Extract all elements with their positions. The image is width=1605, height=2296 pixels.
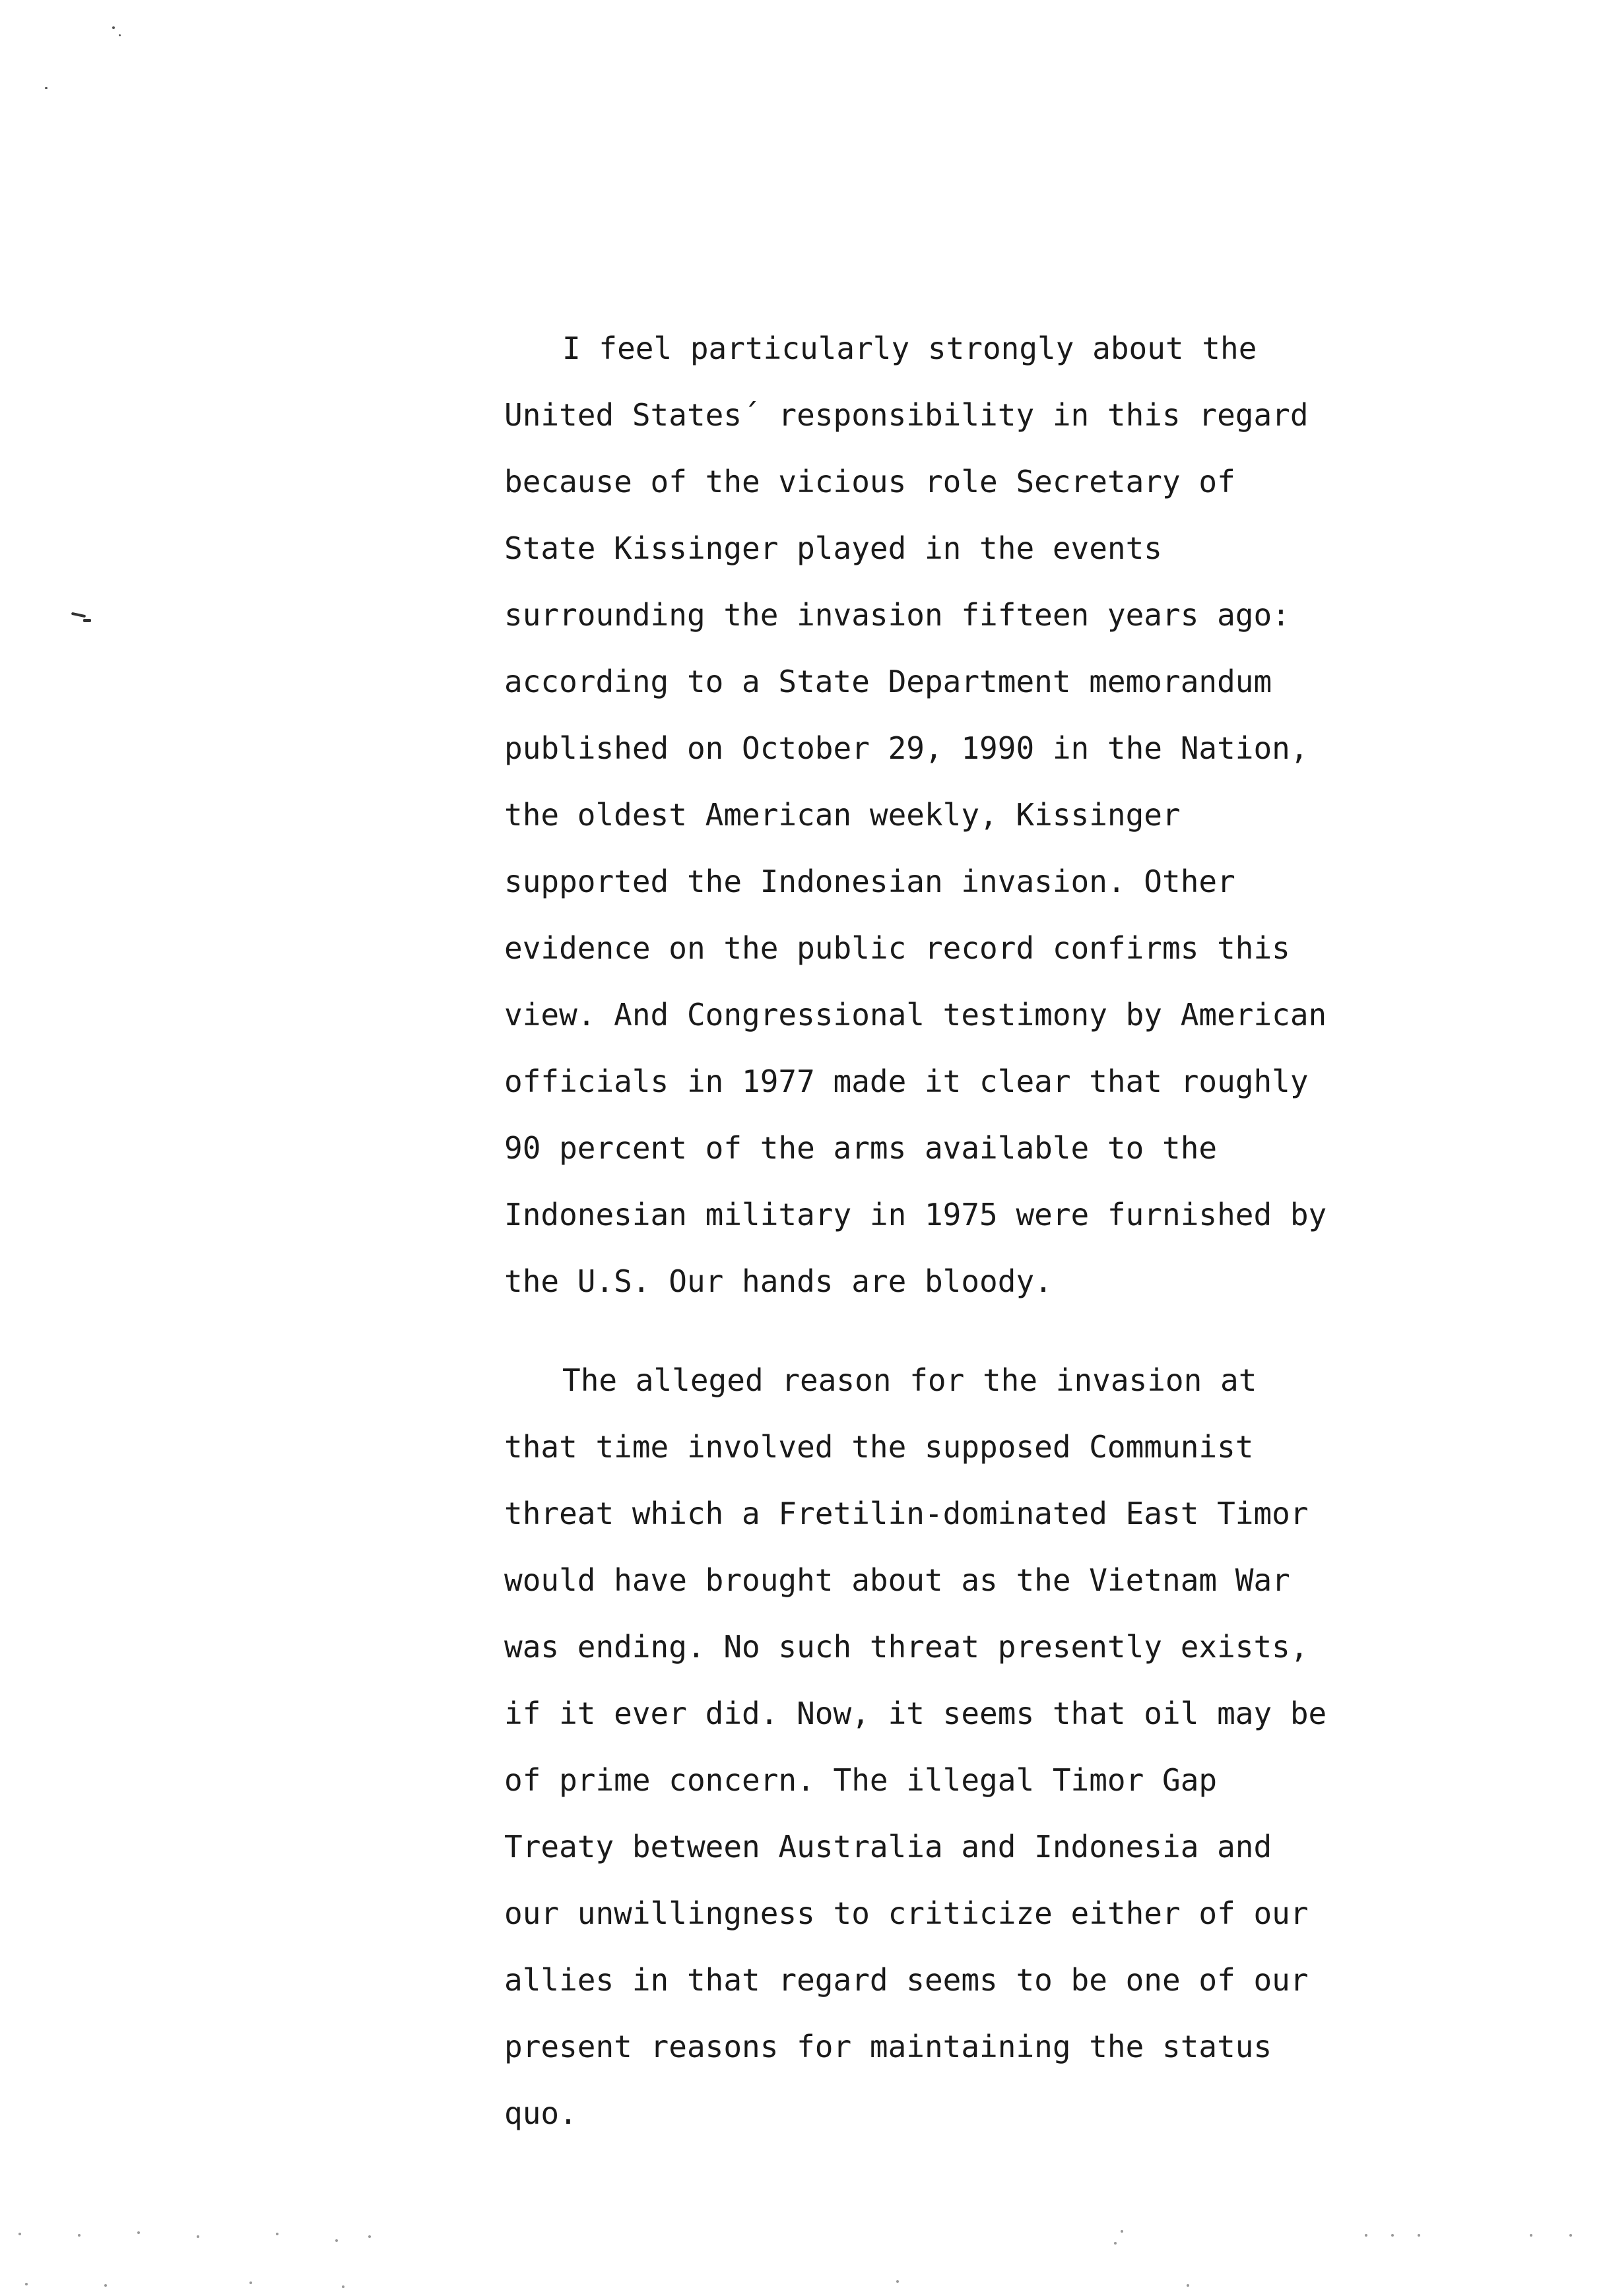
text-line: threat which a Fretilin-dominated East Timor [504,1496,1309,1531]
document-body [504,315,1428,2147]
text-line: present reasons for maintaining the status [504,2029,1272,2064]
paragraph-2 [504,1347,1428,2147]
scan-speck [71,612,86,618]
paragraph-1 [504,315,1428,1315]
text-line: according to a State Department memorandum [504,664,1272,699]
text-line: evidence on the public record confirms this [504,930,1290,966]
text-line: allies in that regard seems to be one of our [504,1962,1309,1998]
text-line: United States´ responsibility in this regard [504,397,1309,433]
text-line: because of the vicious role Secretary of [504,464,1235,499]
text-line: if it ever did. Now, it seems that oil may be [504,1696,1327,1731]
scan-speck [119,34,121,36]
text-line: Treaty between Australia and Indonesia and [504,1829,1272,1865]
text-line: published on October 29, 1990 in the Nation, [504,730,1309,766]
text-line: quo. [504,2095,577,2131]
text-line: officials in 1977 made it clear that roughly [504,1064,1309,1099]
scan-noise [0,2223,1605,2296]
text-line: the U.S. Our hands are bloody. [504,1263,1053,1299]
scan-speck [83,619,91,622]
text-line: The alleged reason for the invasion at [562,1362,1257,1398]
text-line: supported the Indonesian invasion. Other [504,864,1235,899]
text-line: was ending. No such threat presently exists, [504,1629,1309,1665]
text-line: our unwillingness to criticize either of our [504,1896,1309,1931]
text-line: I feel particularly strongly about the [562,331,1257,366]
text-line: surrounding the invasion fifteen years ago: [504,597,1290,633]
scan-speck [45,87,48,89]
text-line: that time involved the supposed Communist [504,1429,1254,1465]
text-line: the oldest American weekly, Kissinger [504,797,1181,833]
text-line: State Kissinger played in the events [504,530,1162,566]
text-line: Indonesian military in 1975 were furnished by [504,1197,1327,1232]
text-line: would have brought about as the Vietnam War [504,1562,1290,1598]
paragraph-spacer [504,1315,1428,1347]
scan-speck [112,26,115,29]
text-line: of prime concern. The illegal Timor Gap [504,1762,1218,1798]
text-line: 90 percent of the arms available to the [504,1130,1218,1166]
text-line: view. And Congressional testimony by American [504,997,1327,1033]
